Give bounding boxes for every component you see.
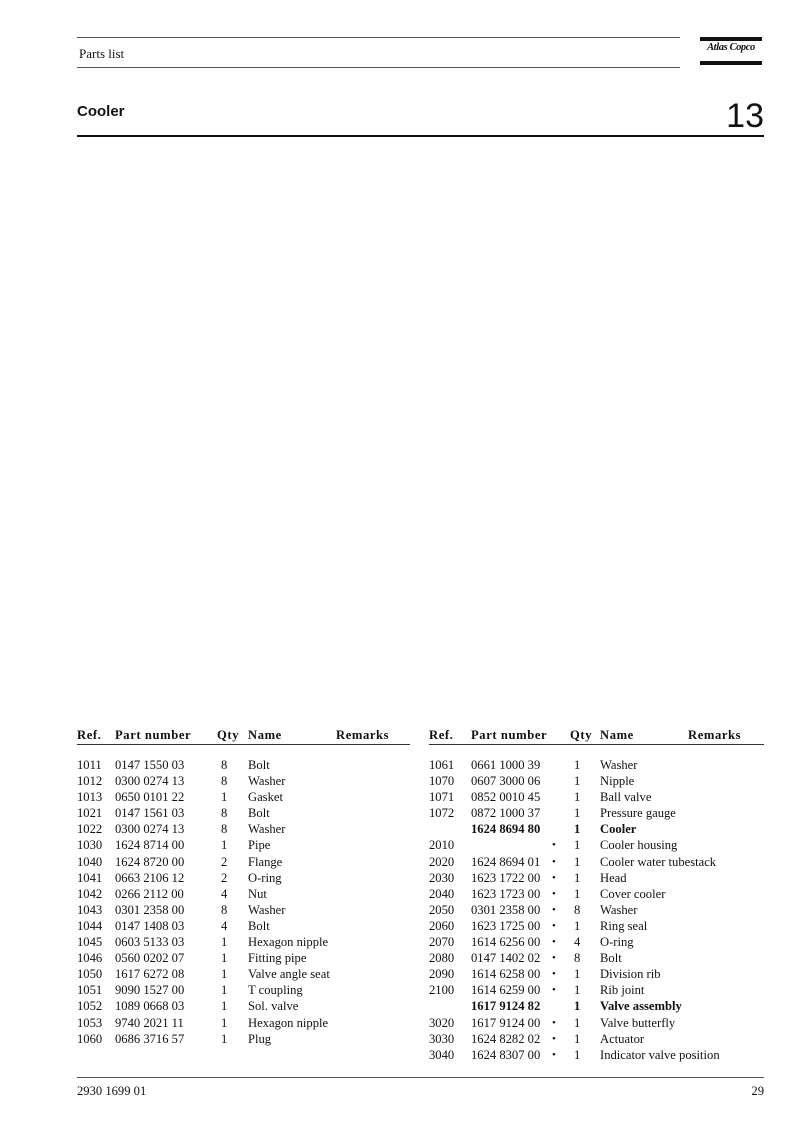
cell-ref: 1050: [77, 967, 103, 982]
parts-table-right: [429, 728, 764, 1062]
cell-name: Sol. valve: [248, 999, 299, 1014]
cell-part-number: 0147 1408 03: [115, 918, 185, 933]
cell-qty: 1: [574, 1031, 581, 1046]
header-rule-top: [77, 37, 680, 38]
cell-ref: 1072: [429, 806, 455, 821]
cell-part-number: 1617 6272 08: [115, 967, 185, 982]
cell-ref: 1052: [77, 999, 103, 1014]
section-rule: [77, 135, 764, 137]
cell-name: O-ring: [248, 870, 282, 885]
cell-qty: 8: [574, 951, 581, 966]
cell-name: Washer: [248, 822, 286, 837]
cell-qty: 1: [574, 918, 581, 933]
header-part-number: Part number: [115, 728, 192, 742]
cell-part-number: 9740 2021 11: [115, 1015, 184, 1030]
cell-qty: 1: [574, 838, 581, 853]
header-qty: Qty: [570, 728, 593, 742]
cell-part-number: 1624 8714 00: [115, 838, 185, 853]
cell-qty: 1: [221, 838, 228, 853]
cell-part-number: 1623 1722 00: [471, 870, 541, 885]
cell-part-number: 1623 1725 00: [471, 918, 541, 933]
cell-qty: 1: [574, 1015, 581, 1030]
cell-ref: 1012: [77, 774, 103, 789]
logo-text: Atlas Copco: [707, 42, 755, 53]
cell-bullet: •: [552, 903, 556, 916]
cell-part-number: 0266 2112 00: [115, 886, 184, 901]
cell-part-number: 1614 6258 00: [471, 967, 541, 982]
cell-bullet: •: [552, 968, 556, 981]
cell-ref: 1041: [77, 870, 103, 885]
cell-name: Nut: [248, 886, 267, 901]
cell-part-number: 1617 9124 82: [471, 999, 541, 1014]
cell-part-number: 0147 1561 03: [115, 806, 185, 821]
cell-part-number: 0650 0101 22: [115, 790, 185, 805]
cell-qty: 1: [574, 806, 581, 821]
logo-bar-bottom: [700, 61, 762, 65]
cell-name: Bolt: [248, 758, 270, 772]
header-name: Name: [248, 728, 282, 742]
header-part-number: Part number: [471, 728, 548, 742]
cell-bullet: •: [552, 839, 556, 852]
table-header-rule: [429, 744, 764, 745]
cell-qty: 1: [574, 790, 581, 805]
cell-name: Head: [600, 870, 627, 885]
cell-ref: 1045: [77, 935, 103, 950]
cell-qty: 4: [221, 918, 228, 933]
cell-ref: 1013: [77, 790, 103, 805]
cell-ref: 1051: [77, 983, 103, 998]
cell-bullet: •: [552, 887, 556, 900]
table-header-rule: [77, 744, 410, 745]
cell-qty: 1: [574, 822, 581, 837]
cell-ref: 2090: [429, 967, 455, 982]
cell-name: Washer: [248, 774, 286, 789]
cell-name: Pressure gauge: [600, 806, 676, 821]
cell-ref: 1044: [77, 918, 103, 933]
footer-doc-number: 2930 1699 01: [77, 1084, 147, 1098]
cell-part-number: 0147 1550 03: [115, 758, 185, 772]
table-header: [77, 728, 410, 744]
cell-qty: 1: [221, 1015, 228, 1030]
cell-ref: 2030: [429, 870, 455, 885]
cell-name: Fitting pipe: [248, 951, 307, 966]
cell-qty: 8: [221, 822, 228, 837]
cell-part-number: 0607 3000 06: [471, 774, 541, 789]
cell-ref: 2010: [429, 838, 455, 853]
cell-bullet: •: [552, 936, 556, 949]
cell-name: Cooler: [600, 822, 637, 837]
cell-bullet: •: [552, 855, 556, 868]
cell-bullet: •: [552, 952, 556, 965]
footer-rule: [77, 1077, 764, 1078]
cell-name: Bolt: [600, 951, 622, 966]
cell-name: Washer: [600, 758, 638, 772]
cell-part-number: 0603 5133 03: [115, 935, 185, 950]
header-remarks: Remarks: [336, 728, 390, 742]
cell-name: Gasket: [248, 790, 283, 805]
cell-name: Washer: [600, 902, 638, 917]
cell-ref: 1043: [77, 902, 103, 917]
footer-page-number: 29: [751, 1084, 764, 1098]
cell-part-number: 0560 0202 07: [115, 951, 185, 966]
cell-name: Indicator valve position: [600, 1047, 720, 1062]
cell-name: Cooler water tubestack: [600, 854, 717, 869]
cell-part-number: 0300 0274 13: [115, 774, 185, 789]
section-title: Cooler: [77, 103, 125, 120]
cell-qty: 4: [574, 935, 581, 950]
cell-qty: 1: [574, 1047, 581, 1062]
cell-qty: 1: [574, 983, 581, 998]
cell-ref: 1011: [77, 758, 102, 772]
cell-part-number: 1624 8307 00: [471, 1047, 541, 1062]
cell-name: Division rib: [600, 967, 661, 982]
cell-qty: 1: [574, 999, 581, 1014]
cell-bullet: •: [552, 1016, 556, 1029]
cell-part-number: 1089 0668 03: [115, 999, 185, 1014]
cell-part-number: 1623 1723 00: [471, 886, 541, 901]
cell-part-number: 1614 6256 00: [471, 935, 541, 950]
cell-bullet: •: [552, 871, 556, 884]
cell-part-number: 1624 8694 01: [471, 854, 541, 869]
cell-ref: 1040: [77, 854, 103, 869]
cell-qty: 2: [221, 870, 228, 885]
cell-part-number: 1624 8282 02: [471, 1031, 541, 1046]
cell-part-number: 0300 0274 13: [115, 822, 185, 837]
cell-part-number: 0663 2106 12: [115, 870, 185, 885]
cell-qty: 1: [221, 790, 228, 805]
cell-part-number: 1624 8720 00: [115, 854, 185, 869]
cell-qty: 1: [221, 967, 228, 982]
cell-part-number: 0301 2358 00: [115, 902, 185, 917]
cell-part-number: 0852 0010 45: [471, 790, 541, 805]
cell-bullet: •: [552, 1048, 556, 1061]
cell-ref: 3030: [429, 1031, 455, 1046]
cell-qty: 1: [574, 774, 581, 789]
cell-ref: 2020: [429, 854, 455, 869]
cell-name: T coupling: [248, 983, 303, 998]
cell-ref: 1061: [429, 758, 455, 772]
cell-part-number: 1614 6259 00: [471, 983, 541, 998]
cell-ref: 2060: [429, 918, 455, 933]
cell-part-number: 1617 9124 00: [471, 1015, 541, 1030]
cell-qty: 8: [221, 902, 228, 917]
cell-ref: 3040: [429, 1047, 455, 1062]
cell-name: O-ring: [600, 935, 634, 950]
cell-qty: 1: [221, 999, 228, 1014]
cell-qty: 1: [221, 983, 228, 998]
header-ref: Ref.: [77, 728, 102, 742]
cell-ref: 1060: [77, 1031, 103, 1046]
cell-part-number: 0686 3716 57: [115, 1031, 185, 1046]
cell-ref: 3020: [429, 1015, 455, 1030]
header-remarks: Remarks: [688, 728, 742, 742]
header-ref: Ref.: [429, 728, 454, 742]
cell-ref: 1022: [77, 822, 103, 837]
header-rule-bottom: [77, 67, 680, 68]
cell-qty: 8: [221, 774, 228, 789]
cell-qty: 4: [221, 886, 228, 901]
atlas-copco-logo: [700, 37, 762, 65]
header-title: Parts list: [79, 46, 125, 61]
cell-ref: 1071: [429, 790, 455, 805]
cell-bullet: •: [552, 984, 556, 997]
cell-name: Cooler housing: [600, 838, 678, 853]
cell-name: Actuator: [600, 1031, 645, 1046]
cell-qty: 1: [221, 951, 228, 966]
table-header: [429, 728, 764, 744]
cell-name: Hexagon nipple: [248, 935, 329, 950]
header-qty: Qty: [217, 728, 240, 742]
cell-qty: 1: [221, 1031, 228, 1046]
cell-ref: 2070: [429, 935, 455, 950]
cell-ref: 2100: [429, 983, 455, 998]
cell-qty: 8: [221, 806, 228, 821]
cell-qty: 8: [574, 902, 581, 917]
cell-name: Ring seal: [600, 918, 648, 933]
cell-part-number: 0301 2358 00: [471, 902, 541, 917]
cell-qty: 8: [221, 758, 228, 772]
cell-ref: 2080: [429, 951, 455, 966]
cell-ref: 2040: [429, 886, 455, 901]
cell-part-number: 0147 1402 02: [471, 951, 541, 966]
cell-name: Ball valve: [600, 790, 652, 805]
cell-part-number: 9090 1527 00: [115, 983, 185, 998]
cell-ref: 1046: [77, 951, 103, 966]
cell-ref: 1021: [77, 806, 103, 821]
cell-ref: 1070: [429, 774, 455, 789]
parts-table-left: [77, 728, 410, 1046]
cell-name: Hexagon nipple: [248, 1015, 329, 1030]
cell-name: Nipple: [600, 774, 635, 789]
cell-name: Rib joint: [600, 983, 645, 998]
cell-name: Flange: [248, 854, 283, 869]
cell-name: Valve assembly: [600, 999, 682, 1014]
cell-name: Valve butterfly: [600, 1015, 676, 1030]
cell-bullet: •: [552, 1032, 556, 1045]
cell-part-number: 0872 1000 37: [471, 806, 541, 821]
cell-qty: 2: [221, 854, 228, 869]
cell-name: Bolt: [248, 918, 270, 933]
cell-part-number: 1624 8694 80: [471, 822, 541, 837]
cell-qty: 1: [574, 967, 581, 982]
cell-qty: 1: [574, 870, 581, 885]
cell-qty: 1: [574, 854, 581, 869]
logo-bar-top: [700, 37, 762, 41]
cell-name: Bolt: [248, 806, 270, 821]
cell-name: Washer: [248, 902, 286, 917]
cell-ref: 1042: [77, 886, 103, 901]
section-number: 13: [726, 97, 764, 135]
cell-name: Valve angle seat: [248, 967, 330, 982]
cell-bullet: •: [552, 919, 556, 932]
cell-ref: 1053: [77, 1015, 103, 1030]
cell-name: Plug: [248, 1031, 272, 1046]
cell-ref: 1030: [77, 838, 103, 853]
header-name: Name: [600, 728, 634, 742]
cell-qty: 1: [574, 886, 581, 901]
cell-name: Cover cooler: [600, 886, 666, 901]
cell-qty: 1: [574, 758, 581, 772]
cell-name: Pipe: [248, 838, 271, 853]
cell-ref: 2050: [429, 902, 455, 917]
cell-part-number: 0661 1000 39: [471, 758, 541, 772]
cell-qty: 1: [221, 935, 228, 950]
